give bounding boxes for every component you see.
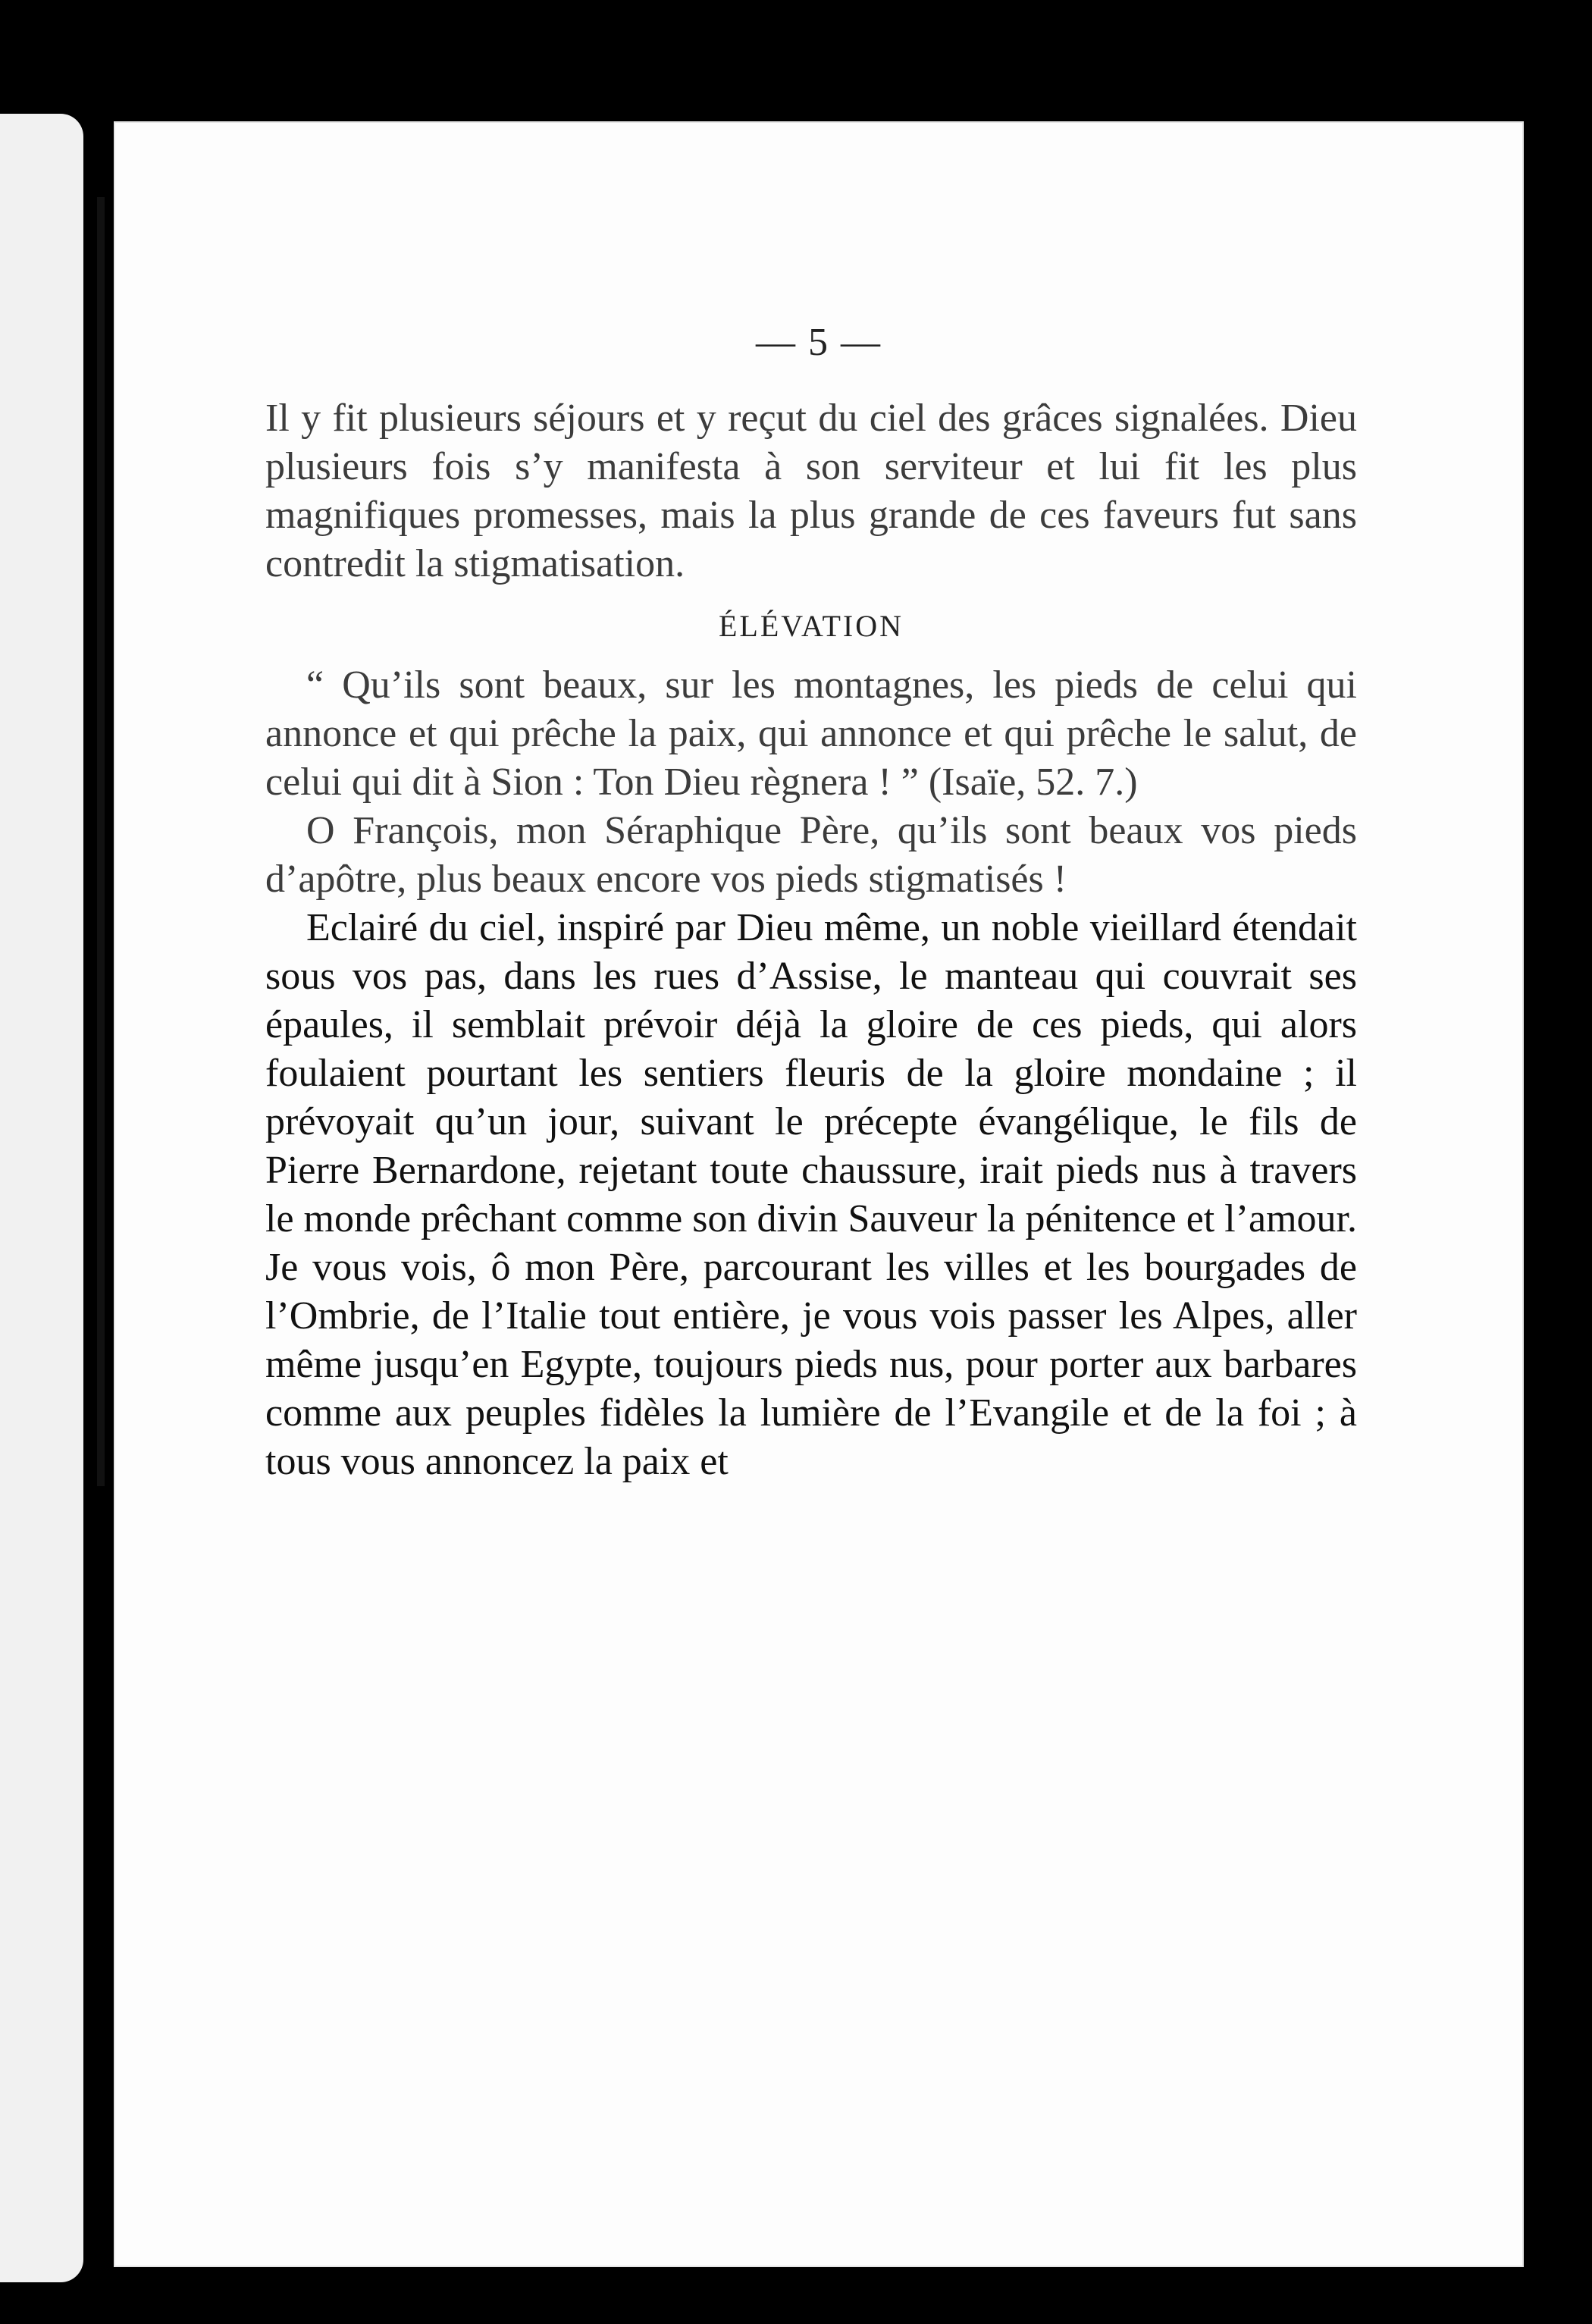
paragraph-3: O François, mon Séraphique Père, qu’ils sont beaux vos pieds d’apôtre, plus beaux encore vos pieds stigmatisés ! — [265, 809, 1357, 901]
paragraph-2: “ Qu’ils sont beaux, sur les montagnes, les pieds de celui qui annonce et qui prêche la paix, qui annonce et qui prêche le salut, de celui qui dit à Sion : Ton Dieu règnera ! ” (Isaïe, 52. 7.) — [265, 663, 1357, 804]
page-number: — 5 — — [756, 321, 882, 364]
book-binding — [97, 197, 105, 1486]
section-heading: ÉLÉVATION — [718, 609, 904, 643]
page-text — [265, 394, 1357, 1486]
facing-page-edge — [0, 114, 83, 2282]
paragraph-1: Il y fit plusieurs séjours et y reçut du ciel des grâces signalées. Dieu plusieurs fois s’y manifesta à son serviteur et lui fit les plus magnifiques promesses, mais la plus grande de ces faveurs fut sans contredit la stigmatisation. — [265, 397, 1357, 585]
book-page — [114, 121, 1524, 2267]
paragraph-4: Eclairé du ciel, inspiré par Dieu même, un noble vieillard étendait sous vos pas, dans les rues d’Assise, le manteau qui couvrait ses épaules, il semblait prévoir déjà la gloire de ces pieds, qui alors foulaient pourtant les sentiers fleuris de la gloire mondaine ; il prévoyait qu’un jour, suivant le précepte évangélique, le fils de Pierre Bernardone, rejetant toute chaussure, irait pieds nus à travers le monde prêchant comme son divin Sauveur la pénitence et l’amour. Je vous vois, ô mon Père, parcourant les villes et les bourgades de l’Ombrie, de l’Italie tout entière, je vous vois passer les Alpes, aller même jusqu’en Egypte, toujours pieds nus, pour porter aux barbares comme aux peuples fidèles la lumière de l’Evangile et de la foi ; à tous vous annoncez la paix et — [265, 906, 1357, 1483]
